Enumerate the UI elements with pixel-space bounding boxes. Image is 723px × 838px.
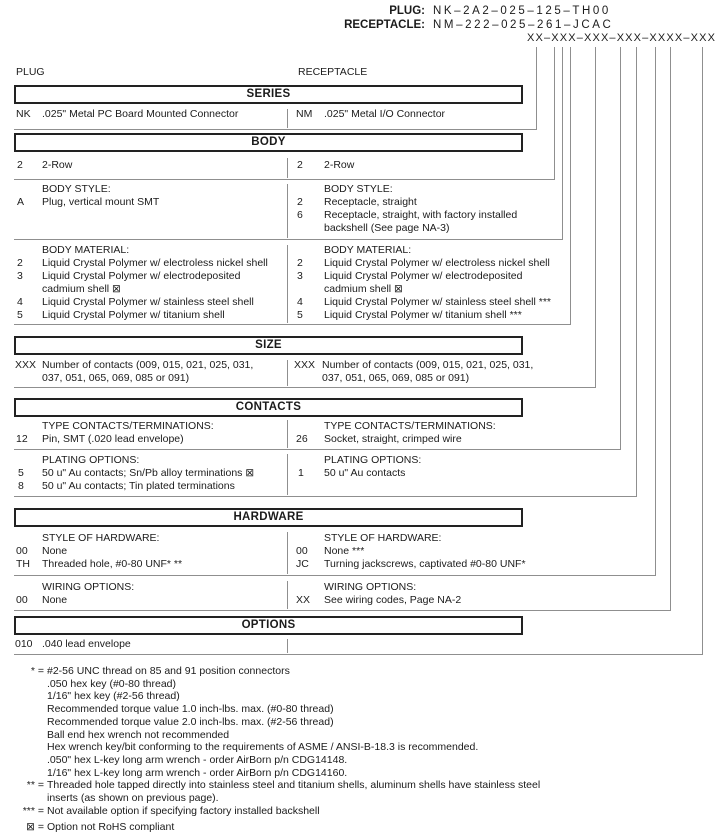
wiring-right-code: XX bbox=[296, 594, 311, 606]
footnotes bbox=[8, 665, 718, 834]
options-left-desc: .040 lead envelope bbox=[42, 638, 131, 650]
plating-left1-code: 5 bbox=[18, 467, 24, 479]
hardware-style-heading-right: STYLE OF HARDWARE: bbox=[324, 532, 442, 544]
body-material-3-right-code: 4 bbox=[297, 296, 303, 308]
body-material-4-left-desc: Liquid Crystal Polymer w/ titanium shell bbox=[42, 309, 225, 321]
body-material-heading-left: BODY MATERIAL: bbox=[42, 244, 130, 256]
rule-hardware-style-bottom bbox=[14, 575, 656, 576]
wiring-right-desc: See wiring codes, Page NA-2 bbox=[324, 594, 462, 606]
body-material-1-right-desc: Liquid Crystal Polymer w/ electroless nickel shell bbox=[324, 257, 550, 269]
size-right-desc: Number of contacts (009, 015, 021, 025, 031, bbox=[322, 359, 534, 371]
body-material-4-right-code: 5 bbox=[297, 309, 303, 321]
plug-part-number-value: NK–2A2–025–125–TH00 bbox=[433, 5, 611, 17]
rule-body-style-bottom bbox=[14, 239, 563, 240]
wiring-left-code: 00 bbox=[16, 594, 28, 606]
hardware-style-right2-code: JC bbox=[296, 558, 309, 570]
ladder-line-hardware-style bbox=[655, 47, 656, 575]
size-section-header: SIZE bbox=[14, 336, 523, 355]
body-material-4-right-desc: Liquid Crystal Polymer w/ titanium shell *** bbox=[324, 309, 522, 321]
plating-heading-right: PLATING OPTIONS: bbox=[324, 454, 422, 466]
plating-right1-code: 1 bbox=[298, 467, 304, 479]
rule-contacts-type-bottom bbox=[14, 449, 621, 450]
column-divider-body-row bbox=[287, 158, 288, 178]
footnote-double-asterisk: ** = Threaded hole tapped directly into stainless steel and titanium shells, aluminum shells have stainless steel bbox=[26, 779, 541, 792]
ladder-line-body-row bbox=[554, 47, 555, 179]
body-material-3-left-code: 4 bbox=[17, 296, 23, 308]
footnote-line: inserts (as shown on previous page). bbox=[47, 792, 219, 805]
rule-body-material-bottom bbox=[14, 324, 571, 325]
rule-options-bottom bbox=[14, 654, 703, 655]
body-row-left-desc: 2-Row bbox=[42, 159, 73, 171]
size-right-desc-line2: 037, 051, 065, 069, 085 or 091) bbox=[322, 372, 470, 384]
options-left-code: 010 bbox=[15, 638, 33, 650]
body-material-4-left-code: 5 bbox=[17, 309, 23, 321]
hardware-style-right1-desc: None *** bbox=[324, 545, 365, 557]
rule-hardware-wiring-bottom bbox=[14, 610, 671, 611]
wiring-heading-left: WIRING OPTIONS: bbox=[42, 581, 135, 593]
body-row-right-desc: 2-Row bbox=[324, 159, 355, 171]
column-divider-hardware-wiring bbox=[287, 581, 288, 609]
footnote-marker: * = bbox=[30, 665, 44, 677]
body-style-right1-code: 2 bbox=[297, 196, 303, 208]
hardware-style-right2-desc: Turning jackscrews, captivated #0-80 UNF* bbox=[324, 558, 526, 570]
footnote-line: Hex wrench key/bit conforming to the requirements of ASME / ANSI-B-18.3 is recommended. bbox=[47, 741, 479, 754]
body-material-1-left-code: 2 bbox=[17, 257, 23, 269]
rule-body-row-bottom bbox=[14, 179, 555, 180]
series-right-code: NM bbox=[296, 108, 313, 120]
body-row-right-code: 2 bbox=[297, 159, 303, 171]
plating-left2-code: 8 bbox=[18, 480, 24, 492]
contacts-type-left-code: 12 bbox=[16, 433, 28, 445]
plating-left1-desc: 50 u" Au contacts; Sn/Pb alloy terminations ⊠ bbox=[42, 467, 255, 479]
contacts-section-header: CONTACTS bbox=[14, 398, 523, 417]
wiring-left-desc: None bbox=[42, 594, 68, 606]
footnote-line: Recommended torque value 1.0 inch-lbs. max. (#0-80 thread) bbox=[47, 703, 334, 716]
body-material-1-right-code: 2 bbox=[297, 257, 303, 269]
ladder-line-hardware-wiring bbox=[670, 47, 671, 610]
ladder-line-body-style bbox=[562, 47, 563, 239]
ladder-line-series bbox=[536, 47, 537, 129]
hardware-style-left1-desc: None bbox=[42, 545, 68, 557]
contacts-type-heading-right: TYPE CONTACTS/TERMINATIONS: bbox=[324, 420, 496, 432]
part-number-mask: XX–XXX–XXX–XXX–XXXX–XXX bbox=[527, 32, 717, 44]
column-divider-series bbox=[287, 109, 288, 128]
boxed-x-icon: ⊠ = bbox=[26, 821, 44, 834]
body-section-header: BODY bbox=[14, 133, 523, 152]
series-section-header: SERIES bbox=[14, 85, 523, 104]
receptacle-column-label: RECEPTACLE bbox=[298, 66, 368, 78]
ladder-line-size bbox=[595, 47, 596, 387]
rule-size-bottom bbox=[14, 387, 596, 388]
footnote-line: .050 hex key (#0-80 thread) bbox=[47, 677, 176, 690]
body-style-left-code: A bbox=[17, 196, 25, 208]
ladder-line-body-material bbox=[570, 47, 571, 324]
hardware-style-left2-desc: Threaded hole, #0-80 UNF* ** bbox=[42, 558, 183, 570]
size-right-code: XXX bbox=[294, 359, 316, 371]
column-divider-options bbox=[287, 639, 288, 653]
column-divider-contacts-type bbox=[287, 420, 288, 448]
size-left-code: XXX bbox=[15, 359, 37, 371]
ladder-line-options bbox=[702, 47, 703, 654]
body-style-heading-left: BODY STYLE: bbox=[42, 183, 111, 195]
hardware-style-right1-code: 00 bbox=[296, 545, 308, 557]
body-material-2-left-code: 3 bbox=[17, 270, 23, 282]
body-material-3-left-desc: Liquid Crystal Polymer w/ stainless steel shell bbox=[42, 296, 254, 308]
body-style-right2-desc: Receptacle, straight, with factory installed bbox=[324, 209, 518, 221]
body-material-3-right-desc: Liquid Crystal Polymer w/ stainless steel shell *** bbox=[324, 296, 552, 308]
footnote-line: .050" hex L-key long arm wrench - order AirBorn p/n CDG14148. bbox=[47, 753, 348, 766]
footnote-line: Ball end hex wrench not recommended bbox=[47, 728, 230, 741]
body-style-right1-desc: Receptacle, straight bbox=[324, 196, 417, 208]
column-divider-contacts-plating bbox=[287, 454, 288, 495]
receptacle-part-number-label: RECEPTACLE: bbox=[344, 19, 425, 31]
body-style-heading-right: BODY STYLE: bbox=[324, 183, 393, 195]
hardware-style-heading-left: STYLE OF HARDWARE: bbox=[42, 532, 160, 544]
series-left-desc: .025" Metal PC Board Mounted Connector bbox=[42, 108, 239, 120]
hardware-style-left2-code: TH bbox=[16, 558, 30, 570]
column-divider-body-style bbox=[287, 184, 288, 238]
plug-column-label: PLUG bbox=[16, 66, 45, 78]
body-style-right2-code: 6 bbox=[297, 209, 303, 221]
body-material-2-left-desc: Liquid Crystal Polymer w/ electrodeposited bbox=[42, 270, 241, 282]
body-material-2-left-desc-line2: cadmium shell ⊠ bbox=[42, 283, 121, 295]
series-left-code: NK bbox=[16, 108, 31, 120]
receptacle-part-number-value: NM–222–025–261–JCAC bbox=[433, 19, 614, 31]
footnote-line: 1/16" hex L-key long arm wrench - order AirBorn p/n CDG14160. bbox=[47, 766, 348, 779]
body-material-1-left-desc: Liquid Crystal Polymer w/ electroless nickel shell bbox=[42, 257, 268, 269]
wiring-heading-right: WIRING OPTIONS: bbox=[324, 581, 417, 593]
plating-heading-left: PLATING OPTIONS: bbox=[42, 454, 140, 466]
body-material-heading-right: BODY MATERIAL: bbox=[324, 244, 412, 256]
footnote-asterisk: * = #2-56 UNC thread on 85 and 91 position connectors bbox=[8, 665, 718, 678]
series-right-desc: .025" Metal I/O Connector bbox=[324, 108, 446, 120]
contacts-type-left-desc: Pin, SMT (.020 lead envelope) bbox=[42, 433, 184, 445]
column-divider-body-material bbox=[287, 245, 288, 323]
contacts-type-heading-left: TYPE CONTACTS/TERMINATIONS: bbox=[42, 420, 214, 432]
contacts-type-right-code: 26 bbox=[296, 433, 308, 445]
body-style-left-desc: Plug, vertical mount SMT bbox=[42, 196, 160, 208]
footnote-triple-asterisk: *** = Not available option if specifying factory installed backshell bbox=[22, 804, 320, 817]
ladder-line-contacts-plating bbox=[636, 47, 637, 496]
column-divider-size bbox=[287, 360, 288, 386]
plating-right1-desc: 50 u" Au contacts bbox=[324, 467, 406, 479]
body-material-2-right-desc-line2: cadmium shell ⊠ bbox=[324, 283, 403, 295]
options-section-header: OPTIONS bbox=[14, 616, 523, 635]
size-left-desc: Number of contacts (009, 015, 021, 025, 031, bbox=[42, 359, 254, 371]
body-material-2-right-desc: Liquid Crystal Polymer w/ electrodeposited bbox=[324, 270, 523, 282]
footnote-line: Recommended torque value 2.0 inch-lbs. max. (#2-56 thread) bbox=[47, 715, 334, 728]
plug-part-number-label: PLUG: bbox=[389, 5, 425, 17]
body-row-left-code: 2 bbox=[17, 159, 23, 171]
hardware-style-left1-code: 00 bbox=[16, 545, 28, 557]
plating-left2-desc: 50 u" Au contacts; Tin plated terminations bbox=[42, 480, 235, 492]
hardware-section-header: HARDWARE bbox=[14, 508, 523, 527]
footnote-line: 1/16" hex key (#2-56 thread) bbox=[47, 690, 180, 703]
size-left-desc-line2: 037, 051, 065, 069, 085 or 091) bbox=[42, 372, 190, 384]
column-divider-hardware-style bbox=[287, 532, 288, 574]
body-material-2-right-code: 3 bbox=[297, 270, 303, 282]
rule-series-bottom bbox=[14, 129, 537, 130]
contacts-type-right-desc: Socket, straight, crimped wire bbox=[324, 433, 462, 445]
ladder-line-contacts-type bbox=[620, 47, 621, 449]
rule-contacts-plating-bottom bbox=[14, 496, 637, 497]
body-style-right2-desc-line2: backshell (See page NA-3) bbox=[324, 222, 450, 234]
footnote-rohs: ⊠ = Option not RoHS compliant bbox=[8, 821, 718, 834]
